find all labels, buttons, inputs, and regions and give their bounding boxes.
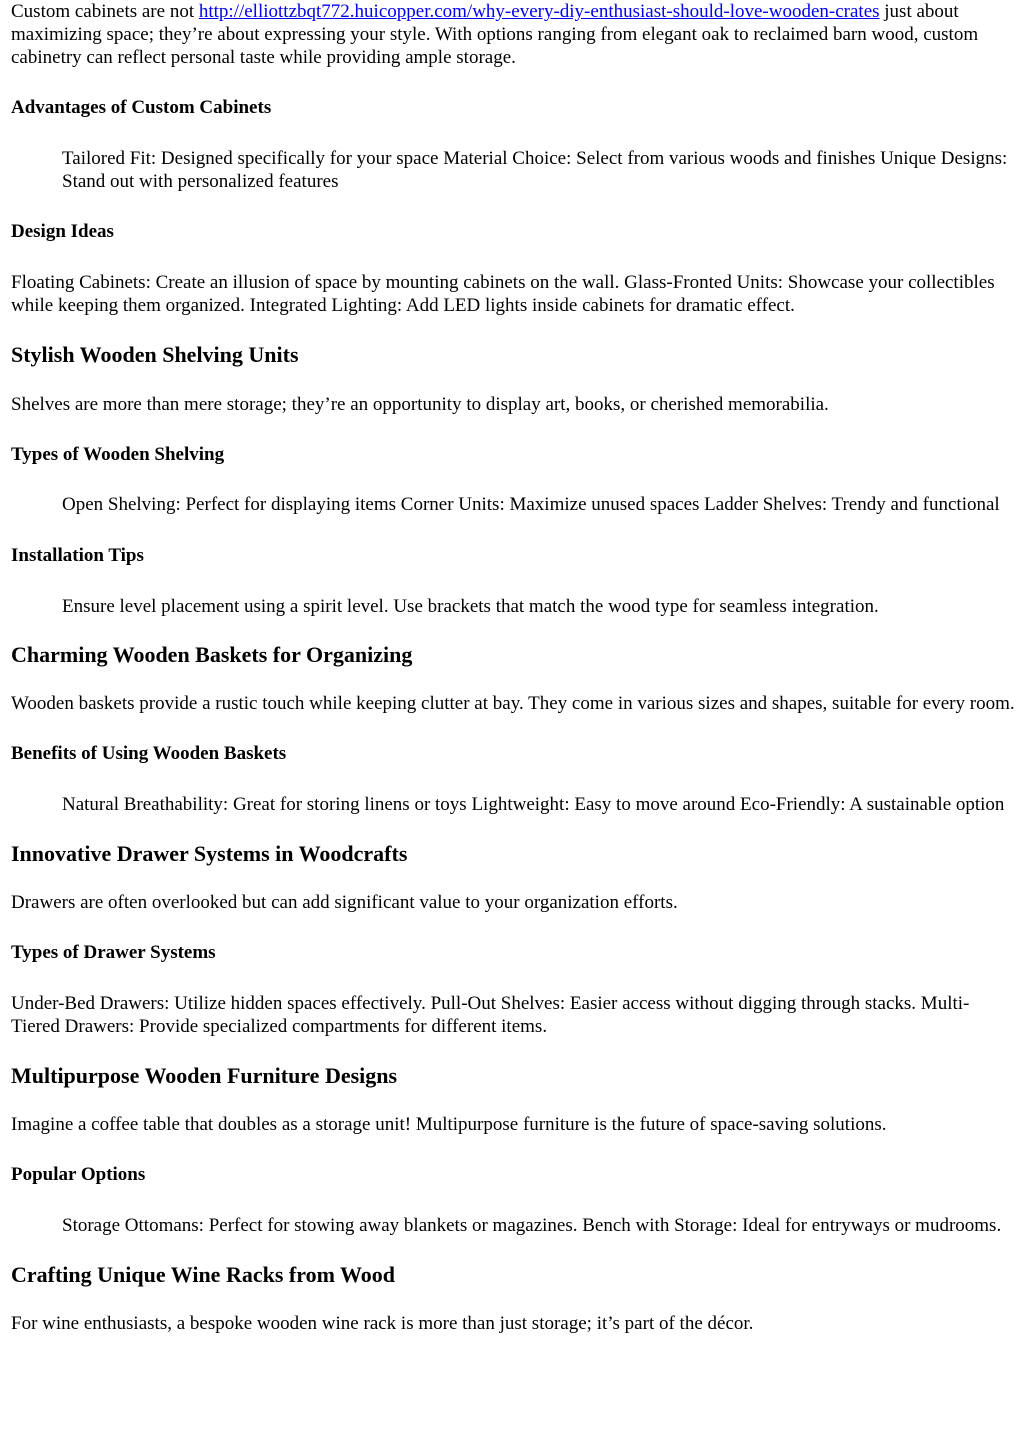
intro-paragraph	[11, 0, 1016, 69]
crates-article-link[interactable]: http://elliottzbqt772.huicopper.com/why-every-diy-enthusiast-should-love-wooden-crates	[198, 1, 880, 22]
baskets-intro-text: Wooden baskets provide a rustic touch while keeping clutter at bay. They come in various sizes and shapes, suitable for every room.	[11, 693, 1015, 714]
installation-tips-heading: Installation Tips	[11, 545, 144, 566]
baskets-benefits-list: Natural Breathability: Great for storing linens or toys Lightweight: Easy to move around Eco-Friendly: A sustainable option	[62, 794, 1005, 815]
shelving-types-heading: Types of Wooden Shelving	[11, 444, 225, 465]
drawer-types-heading: Types of Drawer Systems	[11, 942, 216, 963]
drawer-types-text: Under-Bed Drawers: Utilize hidden spaces effectively. Pull-Out Shelves: Easier access without digging through stacks. Multi-Tiered Drawers: Provide specialized compartments for different items.	[11, 993, 970, 1037]
drawers-intro-text: Drawers are often overlooked but can add significant value to your organization efforts.	[11, 892, 678, 913]
wine-racks-intro-text: For wine enthusiasts, a bespoke wooden wine rack is more than just storage; it’s part of the décor.	[11, 1313, 754, 1334]
advantages-list: Tailored Fit: Designed specifically for your space Material Choice: Select from various woods and finishes Unique Designs: Stand out with personalized features	[62, 148, 1008, 192]
drawers-section-title: Innovative Drawer Systems in Woodcrafts	[11, 841, 408, 866]
intro-text-after-link: just about maximizing space; they’re about expressing your style. With options ranging from elegant oak to reclaimed barn wood, custom cabinetry can reflect personal taste while providing ample storage.	[11, 1, 979, 68]
multipurpose-section-title: Multipurpose Wooden Furniture Designs	[11, 1063, 398, 1088]
design-ideas-text: Floating Cabinets: Create an illusion of space by mounting cabinets on the wall. Glass-Fronted Units: Showcase your collectibles while keeping them organized. Integrated Lighting: Add LED lights inside cabinets for dramatic effect.	[11, 272, 995, 316]
design-ideas-heading: Design Ideas	[11, 221, 114, 242]
baskets-benefits-heading: Benefits of Using Wooden Baskets	[11, 743, 287, 764]
popular-options-heading: Popular Options	[11, 1164, 146, 1185]
advantages-heading: Advantages of Custom Cabinets	[11, 97, 272, 118]
installation-tips-list: Ensure level placement using a spirit level. Use brackets that match the wood type for seamless integration.	[62, 596, 879, 617]
shelving-intro-text: Shelves are more than mere storage; they’re an opportunity to display art, books, or cherished memorabilia.	[11, 394, 829, 415]
document-page	[11, 0, 1016, 1335]
shelving-types-list: Open Shelving: Perfect for displaying items Corner Units: Maximize unused spaces Ladder Shelves: Trendy and functional	[62, 494, 1000, 515]
shelving-section-title: Stylish Wooden Shelving Units	[11, 342, 299, 367]
intro-text-before-link: Custom cabinets are not	[11, 1, 199, 22]
baskets-section-title: Charming Wooden Baskets for Organizing	[11, 642, 413, 667]
multipurpose-intro-text: Imagine a coffee table that doubles as a storage unit! Multipurpose furniture is the future of space-saving solutions.	[11, 1114, 887, 1135]
popular-options-list: Storage Ottomans: Perfect for stowing away blankets or magazines. Bench with Storage: Ideal for entryways or mudrooms.	[62, 1215, 1002, 1236]
wine-racks-section-title: Crafting Unique Wine Racks from Wood	[11, 1262, 396, 1287]
